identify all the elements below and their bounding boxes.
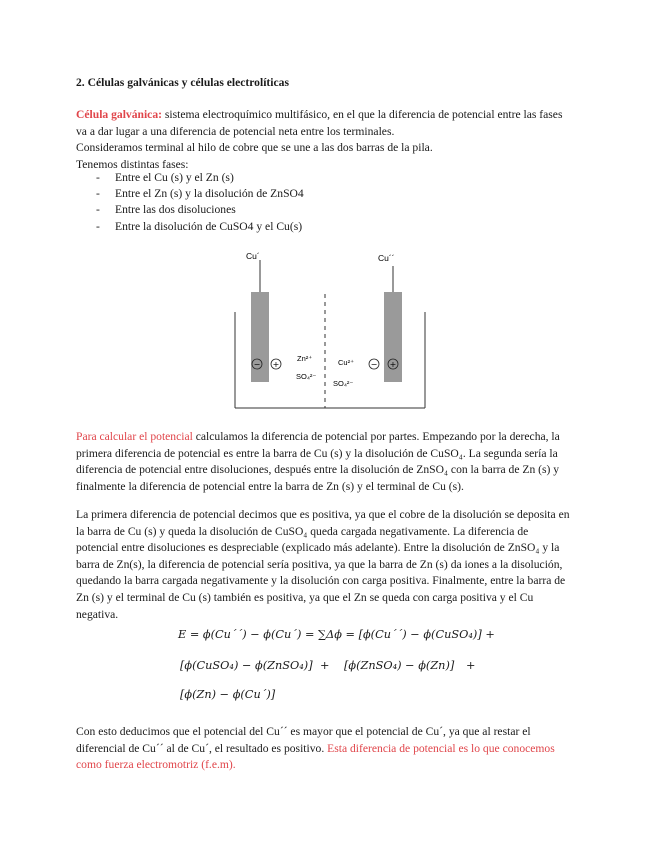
so4-left-label: SO₄²⁻ (296, 372, 317, 381)
definition-line-2: va a dar lugar a una diferencia de potencial neta entre los terminales. (76, 124, 395, 138)
section-heading: 2. Células galvánicas y células electrolíticas (76, 76, 289, 89)
list-item: - Entre el Zn (s) y la disolución de ZnSO4 (96, 187, 304, 201)
list-item: - Entre la disolución de CuSO4 y el Cu(s) (96, 219, 303, 233)
zn-plus-sign: + (272, 360, 280, 369)
equation-row-3: [ϕ(Zn) − ϕ(Cu´)] (180, 688, 276, 701)
zn-minus-sign: − (253, 360, 261, 369)
intro-paragraph (76, 107, 581, 173)
cu-plus-sign: + (389, 360, 397, 369)
emf-highlight-1: Esta diferencia de potencial es lo que conocemos (324, 741, 555, 755)
galvanic-cell-diagram (230, 244, 430, 412)
terminal-line: Consideramos terminal al hilo de cobre que se une a las dos barras de la pila. (76, 141, 433, 155)
list-item: - Entre el Cu (s) y el Zn (s) (96, 171, 234, 184)
cu-right-label: Cu´´ (378, 253, 395, 263)
paragraph-conclusion: Con esto deducimos que el potencial del Cu´´ es mayor que el potencial de Cu´, ya que al restar el diferencial de Cu´´ al de Cu´, el resultado es positivo. Esta diferencia de potencial es lo que conocemos como fuerza electromotriz (f.e.m). (76, 724, 581, 774)
equation-plus-2: + (466, 659, 476, 672)
definition-line-1: sistema electroquímico multifásico, en el que la diferencia de potencial entre las fases (162, 108, 563, 121)
cu-minus-sign: − (370, 360, 378, 369)
phases-list (96, 170, 304, 235)
calculation-highlight: Para calcular el potencial (76, 430, 193, 443)
zn-ion-label: Zn²⁺ (297, 354, 313, 363)
galvanic-cell-term: Célula galvánica: (76, 108, 162, 121)
emf-highlight-2: como fuerza electromotriz (f.e.m). (76, 758, 236, 772)
cu-left-label: Cu´ (246, 251, 260, 261)
phases-intro-line: Tenemos distintas fases: (76, 157, 189, 171)
so4-right-label: SO₄²⁻ (333, 379, 354, 388)
equation-plus-1: + (320, 659, 330, 672)
list-item: - Entre las dos disoluciones (96, 203, 236, 217)
cu-ion-label: Cu²⁺ (338, 358, 355, 367)
paragraph-signs: La primera diferencia de potencial decimos que es positiva, ya que el cobre de la disolución se deposita en la barra de Cu (s) y queda la disolución de CuSO₄ queda cargada negativamente. La diferencia de potencial entre disoluciones es despreciable (explicado más adelante). Entre la disolución de ZnSO₄ y la barra de Zn(s), la diferencia de potencial sería positiva, ya que la barra de Zn (s) da iones a la disolución, quedando la barra cargada negativamente y la disolución con carga positiva. Finalmente, entre la barra de Zn (s) y el terminal de Cu (s) también es positiva, ya que el Zn se queda con carga positiva y el Cu negativa. (76, 508, 570, 621)
equation-row-1: E = ϕ(Cu´´) − ϕ(Cu´) = ∑Δϕ = [ϕ(Cu´´) − ϕ(CuSO₄)] + (178, 628, 495, 641)
paragraph-calculation: Para calcular el potencial calculamos la diferencia de potencial por partes. Empezando por la derecha, la primera diferencia de potencial es entre la barra de Cu (s) y la disolución de CuSO₄. La segunda sería la diferencia de potencial entre disoluciones, después entre la disolución de ZnSO₄ con la barra de Zn (s) y finalmente la diferencia de potencial entre la barra de Zn (s) y el terminal de Cu (s). (76, 430, 560, 493)
equation-row-2b: [ϕ(ZnSO₄) − ϕ(Zn)] (344, 659, 455, 672)
equation-row-2a: [ϕ(CuSO₄) − ϕ(ZnSO₄)] (180, 659, 313, 672)
